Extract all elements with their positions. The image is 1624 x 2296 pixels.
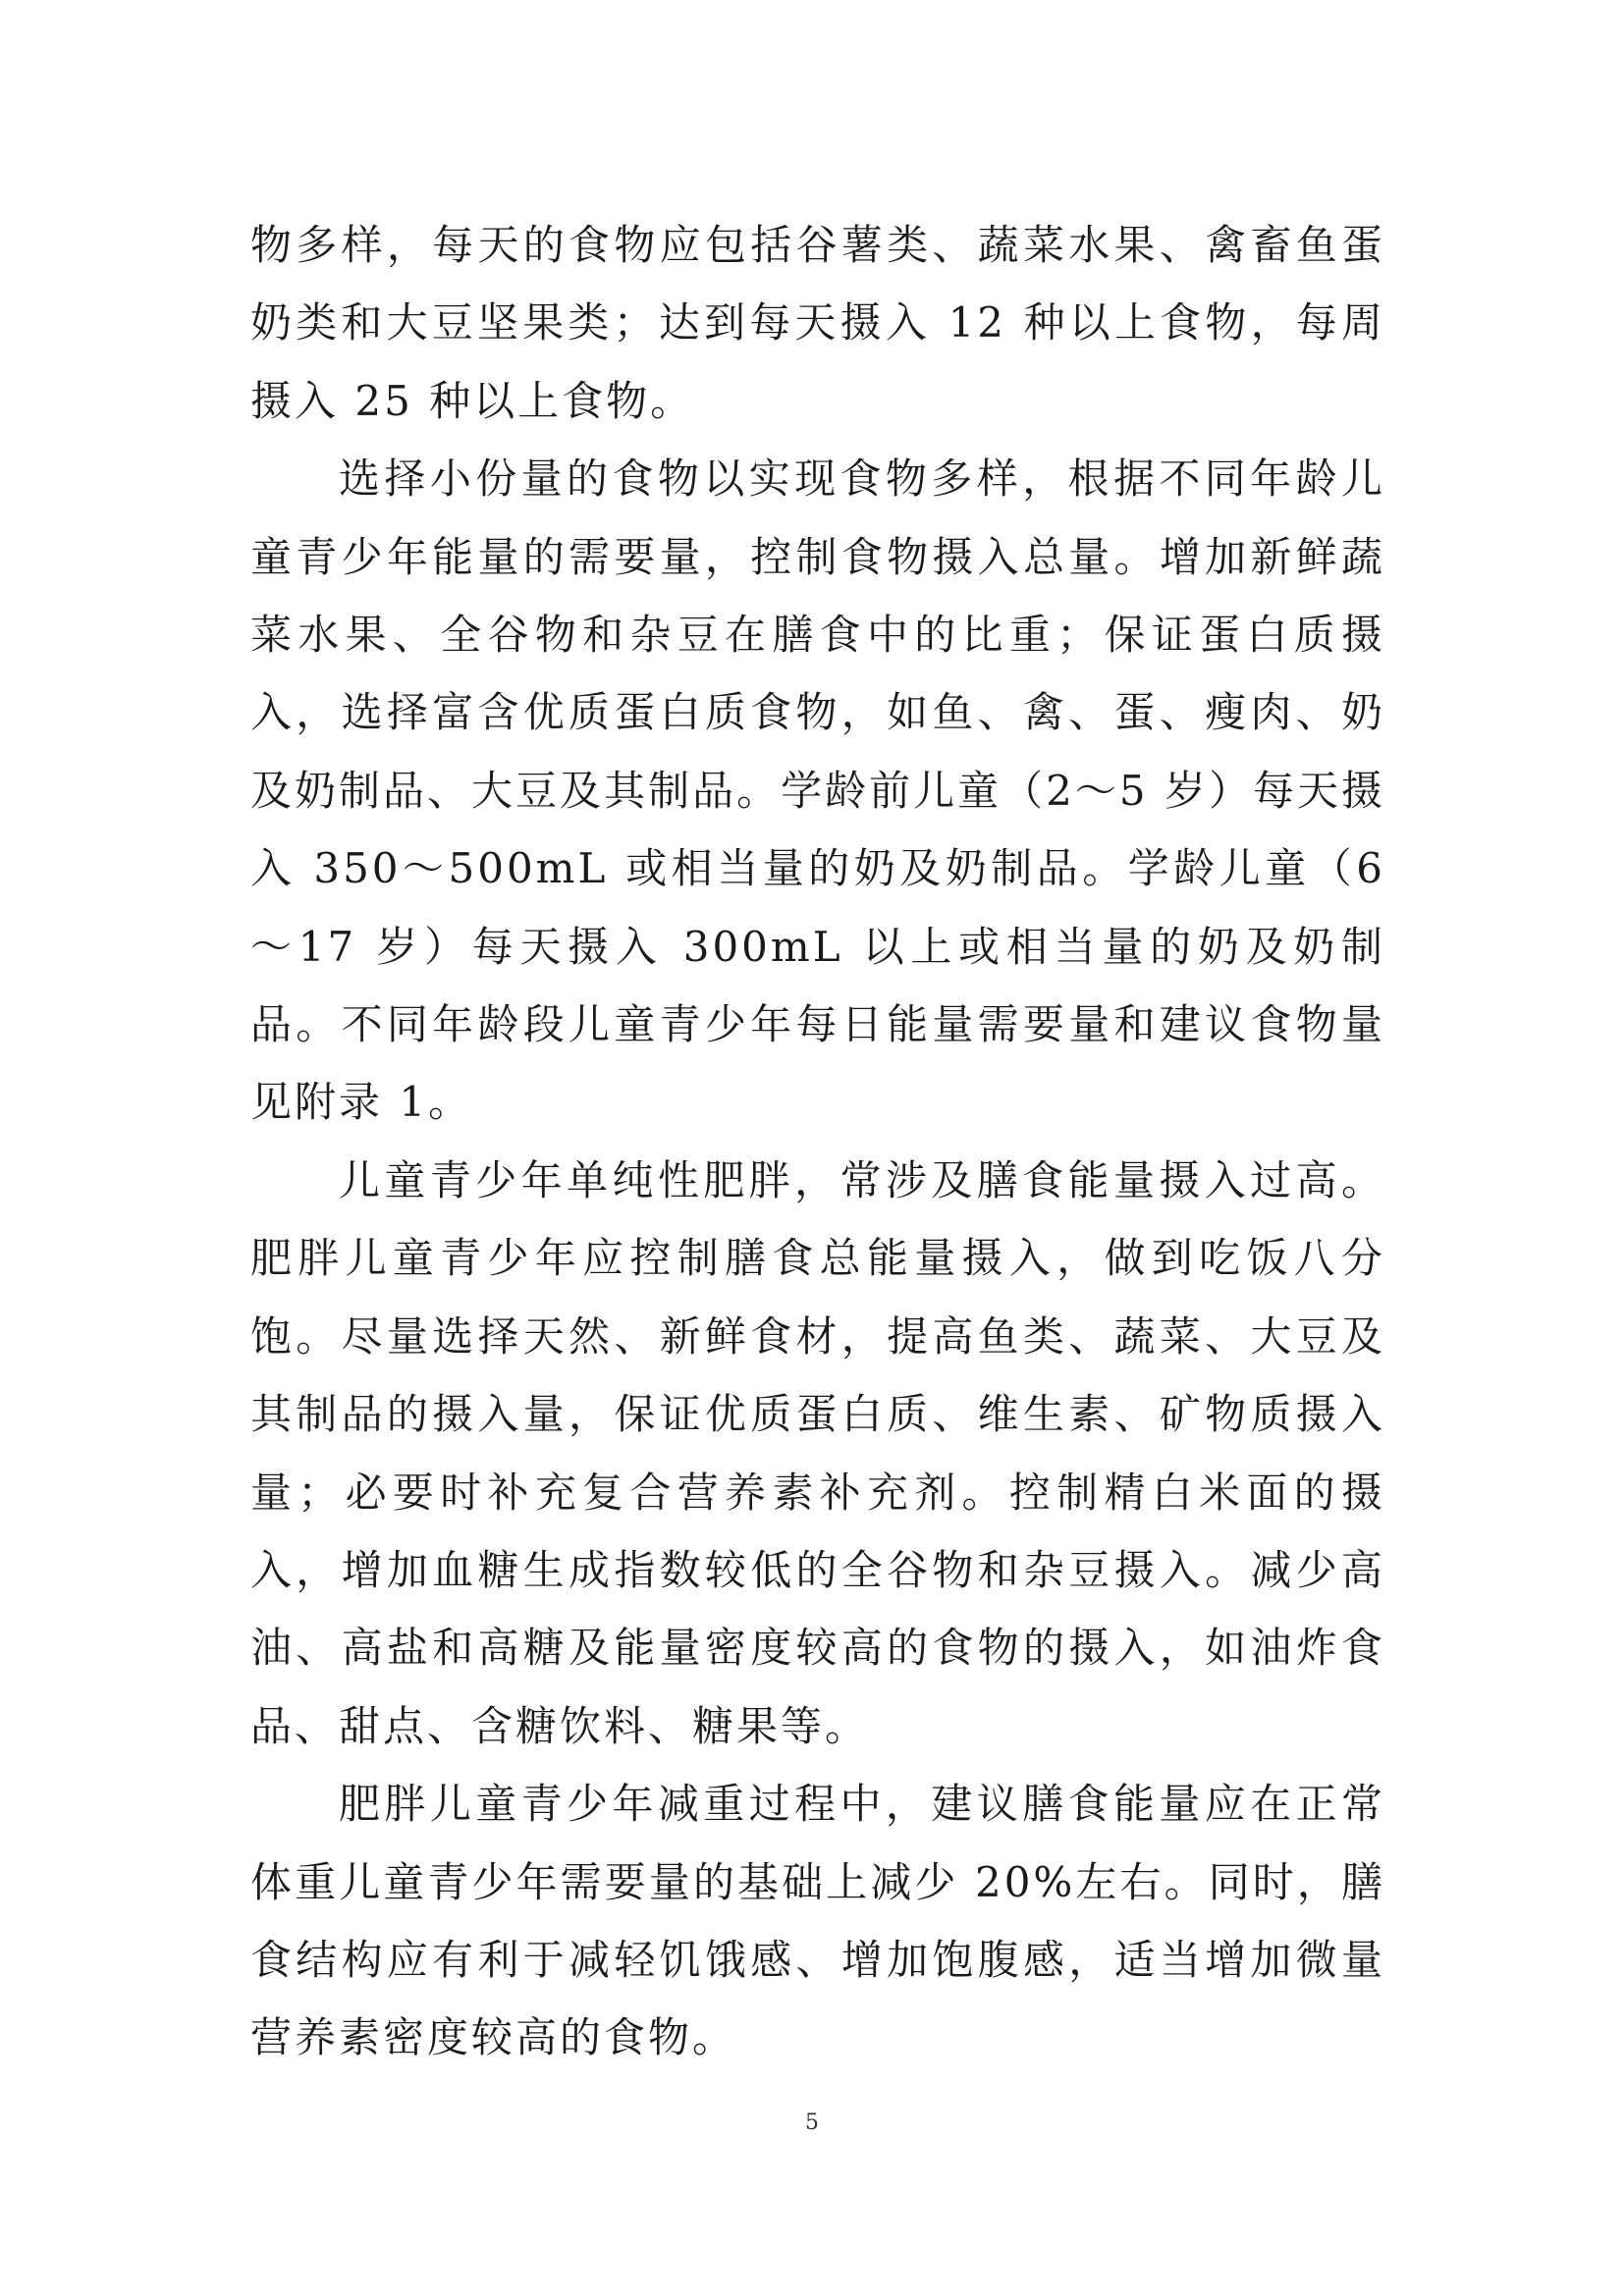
paragraph-obesity-energy-intake: 儿童青少年单纯性肥胖，常涉及膳食能量摄入过高。肥胖儿童青少年应控制膳食总能量摄入，做到吃饭八分饱。尽量选择天然、新鲜食材，提高鱼类、蔬菜、大豆及其制品的摄入量，保证优质蛋白质、维生素、矿物质摄入量；必要时补充复合营养素补充剂。控制精白米面的摄入，增加血糖生成指数较低的全谷物和杂豆摄入。减少高油、高盐和高糖及能量密度较高的食物的摄入，如油炸食品、甜点、含糖饮料、糖果等。: [250, 1155, 1385, 1750]
paragraph-weight-loss-energy: 肥胖儿童青少年减重过程中，建议膳食能量应在正常体重儿童青少年需要量的基础上减少 20%左右。同时，膳食结构应有利于减轻饥饿感、增加饱腹感，适当增加微量营养素密度较高的食物。: [250, 1780, 1385, 2062]
page-number: 5: [805, 2110, 819, 2135]
paragraph-food-diversity-continued: 物多样，每天的食物应包括谷薯类、蔬菜水果、禽畜鱼蛋奶类和大豆坚果类；达到每天摄入 12 种以上食物，每周摄入 25 种以上食物。: [250, 221, 1385, 425]
document-body: [250, 206, 1385, 2077]
paragraph-portion-control: 选择小份量的食物以实现食物多样，根据不同年龄儿童青少年能量的需要量，控制食物摄入总量。增加新鲜蔬菜水果、全谷物和杂豆在膳食中的比重；保证蛋白质摄入，选择富含优质蛋白质食物，如鱼、禽、蛋、瘦肉、奶及奶制品、大豆及其制品。学龄前儿童（2～5 岁）每天摄入 350～500mL 或相当量的奶及奶制品。学龄儿童（6～17 岁）每天摄入 300mL 以上或相当量的奶及奶制品。不同年龄段儿童青少年每日能量需要量和建议食物量见附录 1。: [250, 454, 1385, 1127]
